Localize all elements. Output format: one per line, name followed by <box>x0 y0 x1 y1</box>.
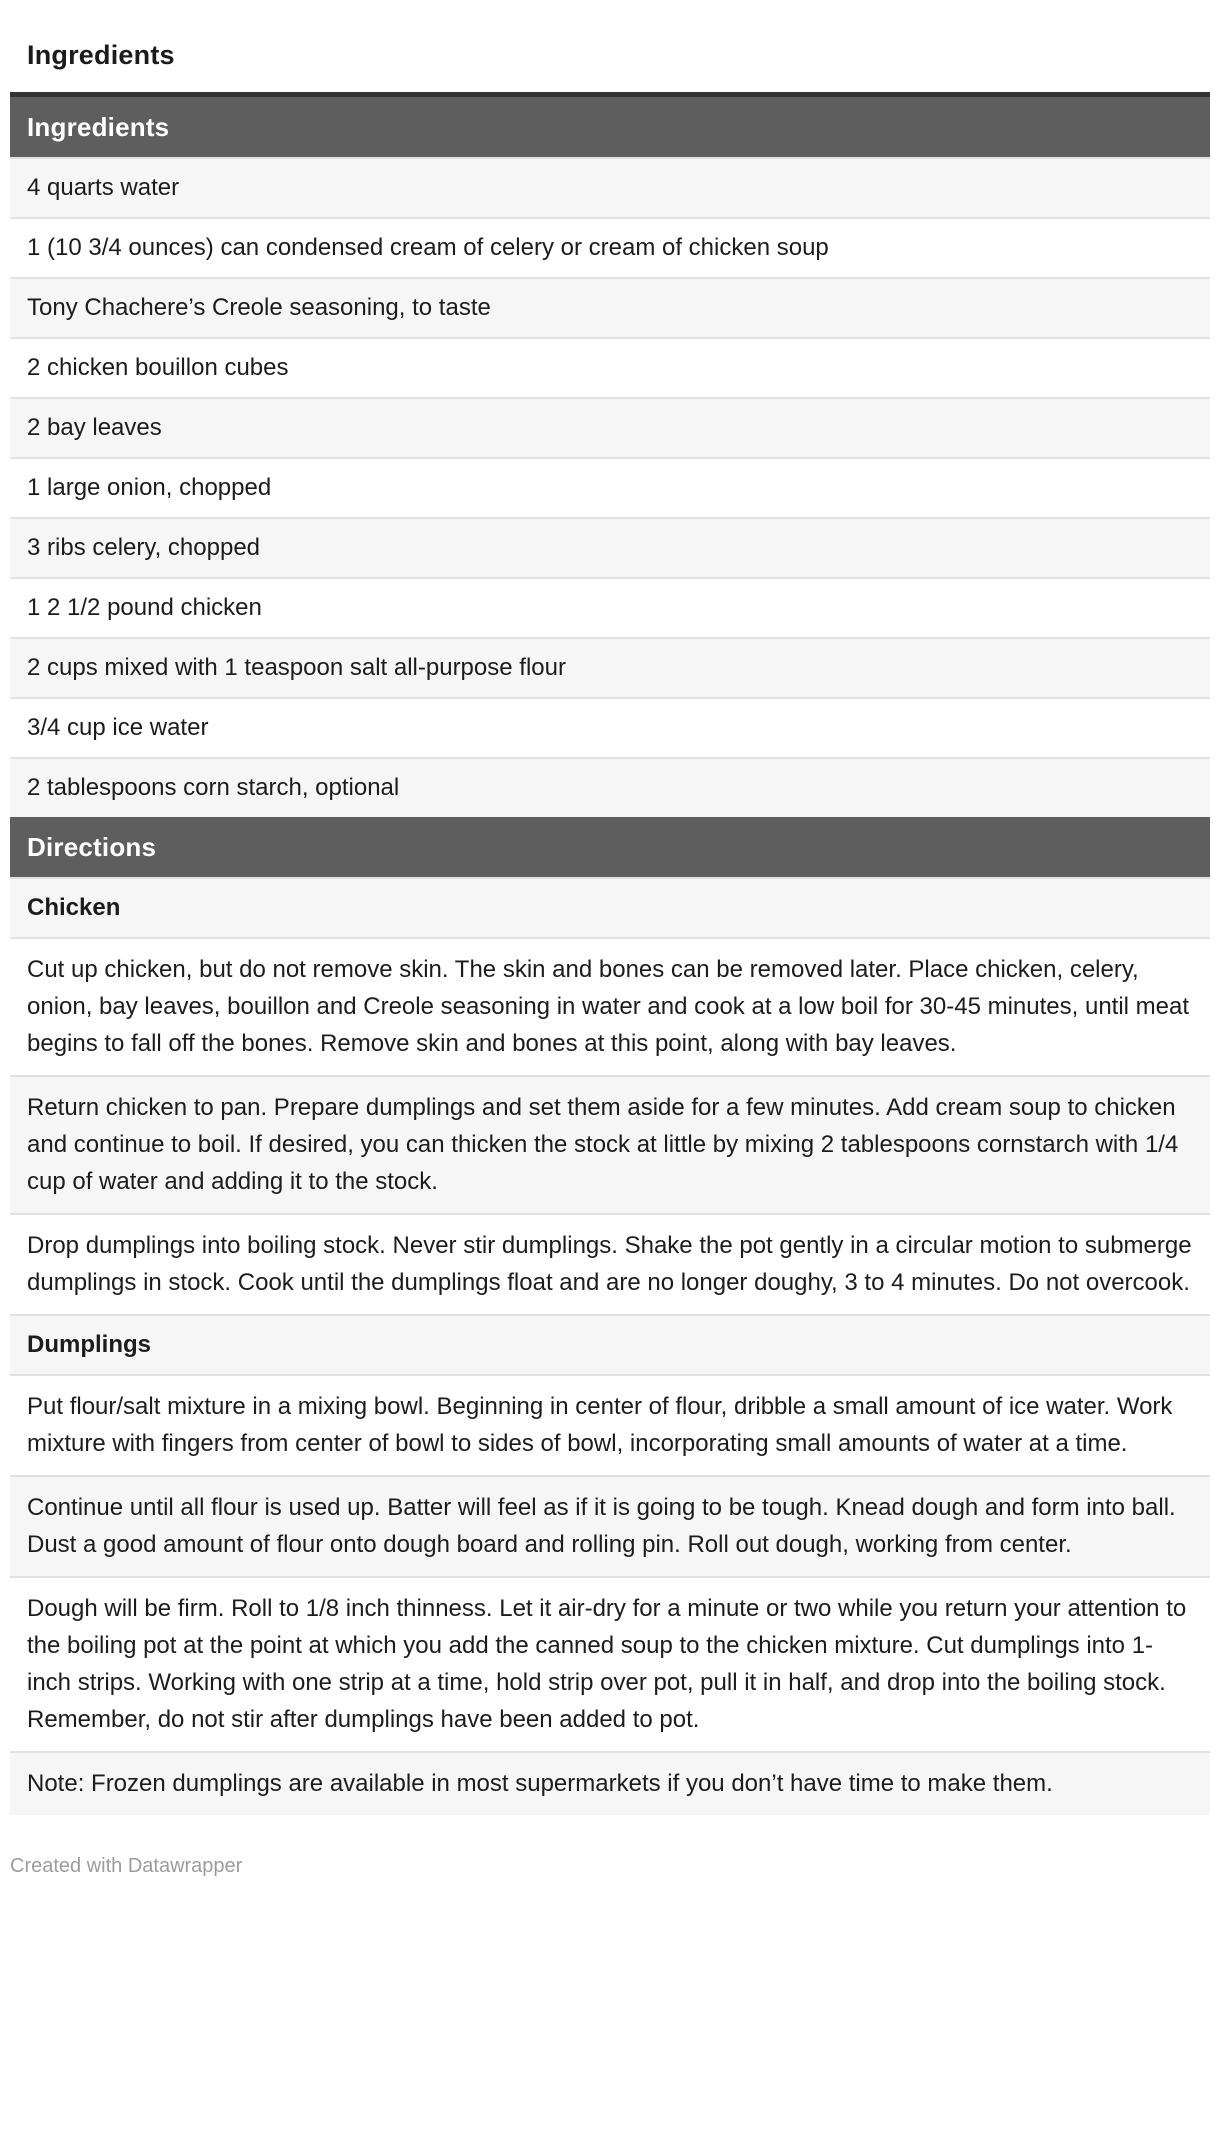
footer <box>10 1855 1220 1878</box>
page-title: Ingredients <box>27 40 175 70</box>
direction-paragraph-row: Dough will be firm. Roll to 1/8 inch thinness. Let it air-dry for a minute or two while you return your attention to the boiling pot at the point at which you add the canned soup to the chicken mixture. Cut dumplings into 1-inch strips. Working with one strip at a time, hold strip over pot, pull it in half, and drop into the boiling stock. Remember, do not stir after dumplings have been added to pot. <box>10 1576 1210 1751</box>
ingredient-row: 1 large onion, chopped <box>10 457 1210 517</box>
ingredients-list <box>10 157 1210 817</box>
ingredient-row: 2 bay leaves <box>10 397 1210 457</box>
recipe-table <box>10 92 1210 1815</box>
direction-subheading-row: Chicken <box>10 877 1210 937</box>
ingredient-row: 2 chicken bouillon cubes <box>10 337 1210 397</box>
direction-paragraph-row: Put flour/salt mixture in a mixing bowl. Beginning in center of flour, dribble a small amount of ice water. Work mixture with fingers from center of bowl to sides of bowl, incorporating small amounts of water at a time. <box>10 1374 1210 1475</box>
directions-list <box>10 877 1210 1815</box>
ingredient-row: 4 quarts water <box>10 157 1210 217</box>
direction-paragraph-row: Return chicken to pan. Prepare dumplings and set them aside for a few minutes. Add cream soup to chicken and continue to boil. If desired, you can thicken the stock at little by mixing 2 tablespoons cornstarch with 1/4 cup of water and adding it to the stock. <box>10 1075 1210 1213</box>
ingredient-row: Tony Chachere’s Creole seasoning, to taste <box>10 277 1210 337</box>
ingredient-row: 1 (10 3/4 ounces) can condensed cream of celery or cream of chicken soup <box>10 217 1210 277</box>
direction-paragraph-row: Continue until all flour is used up. Batter will feel as if it is going to be tough. Knead dough and form into ball. Dust a good amount of flour onto dough board and rolling pin. Roll out dough, working from center. <box>10 1475 1210 1576</box>
directions-section-header: Directions <box>10 817 1210 877</box>
ingredient-row: 3 ribs celery, chopped <box>10 517 1210 577</box>
ingredient-row: 1 2 1/2 pound chicken <box>10 577 1210 637</box>
datawrapper-credit-link[interactable]: Created with Datawrapper <box>10 1855 243 1877</box>
ingredient-row: 2 cups mixed with 1 teaspoon salt all-purpose flour <box>10 637 1210 697</box>
ingredients-section-header: Ingredients <box>10 97 1210 157</box>
ingredient-row: 2 tablespoons corn starch, optional <box>10 757 1210 817</box>
direction-paragraph-row: Note: Frozen dumplings are available in most supermarkets if you don’t have time to make them. <box>10 1751 1210 1815</box>
ingredient-row: 3/4 cup ice water <box>10 697 1210 757</box>
direction-paragraph-row: Drop dumplings into boiling stock. Never stir dumplings. Shake the pot gently in a circular motion to submerge dumplings in stock. Cook until the dumplings float and are no longer doughy, 3 to 4 minutes. Do not overcook. <box>10 1213 1210 1314</box>
direction-subheading-row: Dumplings <box>10 1314 1210 1374</box>
direction-paragraph-row: Cut up chicken, but do not remove skin. The skin and bones can be removed later. Place chicken, celery, onion, bay leaves, bouillon and Creole seasoning in water and cook at a low boil for 30-45 minutes, until meat begins to fall off the bones. Remove skin and bones at this point, along with bay leaves. <box>10 937 1210 1075</box>
